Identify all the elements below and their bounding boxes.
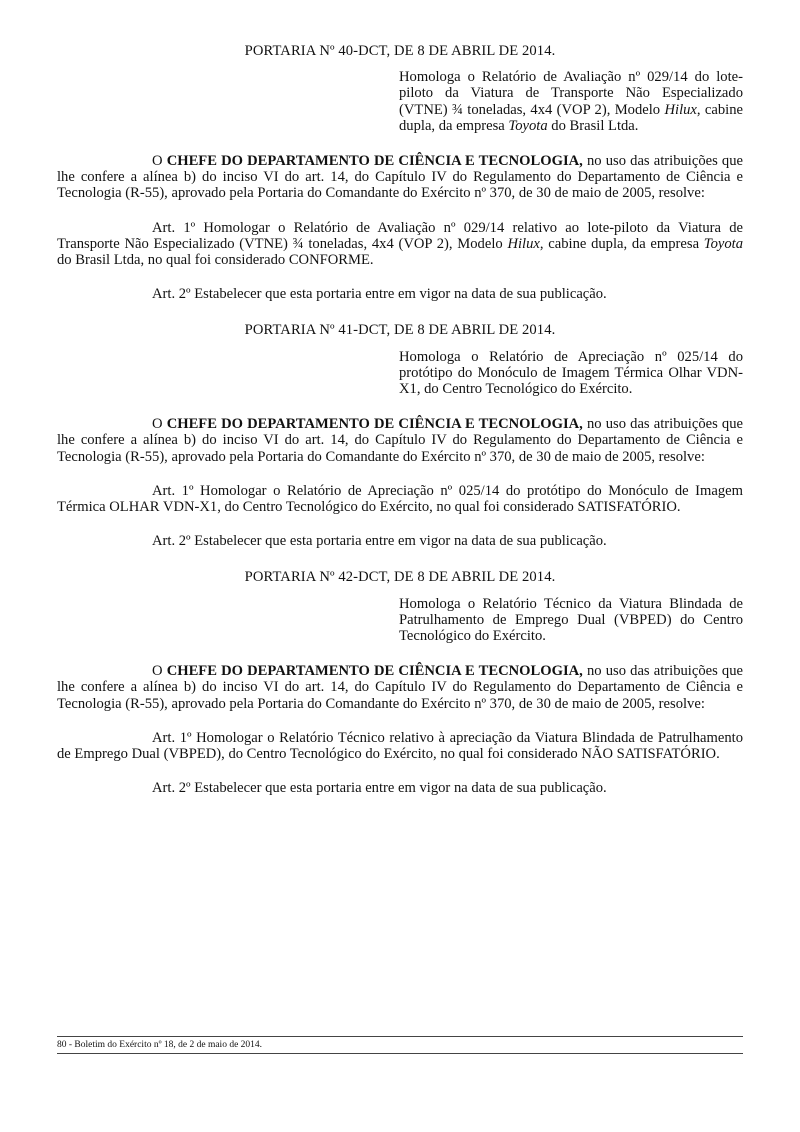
emphasis-bold: CHEFE DO DEPARTAMENTO DE CIÊNCIA E TECNOLOGIA, (166, 663, 583, 680)
emphasis-bold: CHEFE DO DEPARTAMENTO DE CIÊNCIA E TECNOLOGIA, (166, 153, 583, 170)
ementa (399, 596, 743, 645)
article-1 (57, 220, 743, 269)
text-run: Art. 2º Estabelecer que esta portaria entre em vigor na data de sua publicação. (152, 533, 607, 550)
text-run: Art. 2º Estabelecer que esta portaria entre em vigor na data de sua publicação. (152, 286, 607, 303)
article-2 (57, 780, 743, 796)
portaria-42 (57, 569, 743, 796)
emphasis-bold: CHEFE DO DEPARTAMENTO DE CIÊNCIA E TECNOLOGIA, (166, 416, 583, 433)
article-2 (57, 286, 743, 302)
text-run: Homologa o Relatório Técnico da Viatura Blindada de Patrulhamento de Emprego Dual (VBPED) do Centro Tecnológico do Exército. (399, 595, 743, 645)
text-run: Homologa o Relatório de Apreciação nº 025/14 do protótipo do Monóculo de Imagem Térmica Olhar VDN-X1, do Centro Tecnológico do Exército. (399, 348, 743, 398)
portaria-title: PORTARIA Nº 42-DCT, DE 8 DE ABRIL DE 2014. (244, 569, 556, 586)
text-run: O (152, 416, 167, 433)
text-run: , cabine dupla, da empresa (539, 235, 704, 252)
page-footer (57, 1036, 743, 1054)
text-run: Art. 1º Homologar o Relatório de Apreciação nº 025/14 do protótipo do Monóculo de Imagem Térmica OLHAR VDN-X1, do Centro Tecnológico do Exército, no qual foi considerado SATISFATÓRIO. (57, 482, 743, 516)
article-1 (57, 730, 743, 762)
text-run: no uso das atribuições que lhe confere a alínea b) do inciso VI do art. 14, do Capítulo IV do Regulamento do Departamento de Ciência e Tecnologia (R-55), aprovado pela Portaria do Comandante do Exército nº 370, de 30 de maio de 2005, resolve: (57, 663, 743, 712)
article-2 (57, 533, 743, 549)
text-run: O (152, 153, 167, 170)
text-run: Art. 2º Estabelecer que esta portaria entre em vigor na data de sua publicação. (152, 780, 607, 797)
portaria-40 (57, 43, 743, 302)
text-run: do Brasil Ltda, no qual foi considerado CONFORME. (57, 252, 374, 269)
preamble (57, 663, 743, 712)
preamble (57, 416, 743, 465)
text-run: Art. 1º Homologar o Relatório Técnico relativo à apreciação da Viatura Blindada de Patrulhamento de Emprego Dual (VBPED), do Centro Tecnológico do Exército, no qual foi considerado NÃO SATISFATÓRIO. (57, 729, 743, 763)
footer-text: 80 - Boletim do Exército nº 18, de 2 de maio de 2014. (57, 1040, 263, 1050)
text-run: no uso das atribuições que lhe confere a alínea b) do inciso VI do art. 14, do Capítulo IV do Regulamento do Departamento de Ciência e Tecnologia (R-55), aprovado pela Portaria do Comandante do Exército nº 370, de 30 de maio de 2005, resolve: (57, 416, 743, 465)
text-run: O (152, 663, 167, 680)
text-run: Homologa o Relatório de Avaliação nº 029/14 do lote-piloto da Viatura de Transporte Não Especializado (VTNE) ¾ toneladas, 4x4 (VOP 2), Modelo (399, 69, 743, 118)
emphasis-italic: Hilux (507, 235, 540, 252)
text-run: , cabine dupla, da empresa (399, 101, 743, 134)
portaria-title: PORTARIA Nº 41-DCT, DE 8 DE ABRIL DE 2014. (244, 322, 556, 339)
text-run: Art. 1º Homologar o Relatório de Avaliação nº 029/14 relativo ao lote-piloto da Viatura de Transporte Não Especializado (VTNE) ¾ toneladas, 4x4 (VOP 2), Modelo (57, 219, 743, 252)
ementa (399, 349, 743, 398)
article-1 (57, 483, 743, 515)
emphasis-italic: Toyota (703, 235, 743, 252)
portaria-41 (57, 322, 743, 549)
text-run: no uso das atribuições que lhe confere a alínea b) do inciso VI do art. 14, do Capítulo IV do Regulamento do Departamento de Ciência e Tecnologia (R-55), aprovado pela Portaria do Comandante do Exército nº 370, de 30 de maio de 2005, resolve: (57, 153, 743, 202)
document-body (57, 43, 743, 817)
emphasis-italic: Toyota (508, 117, 548, 134)
preamble (57, 153, 743, 202)
portaria-title: PORTARIA Nº 40-DCT, DE 8 DE ABRIL DE 2014. (244, 43, 556, 59)
emphasis-italic: Hilux (664, 101, 697, 118)
text-run: do Brasil Ltda. (547, 117, 639, 134)
ementa (399, 69, 743, 134)
